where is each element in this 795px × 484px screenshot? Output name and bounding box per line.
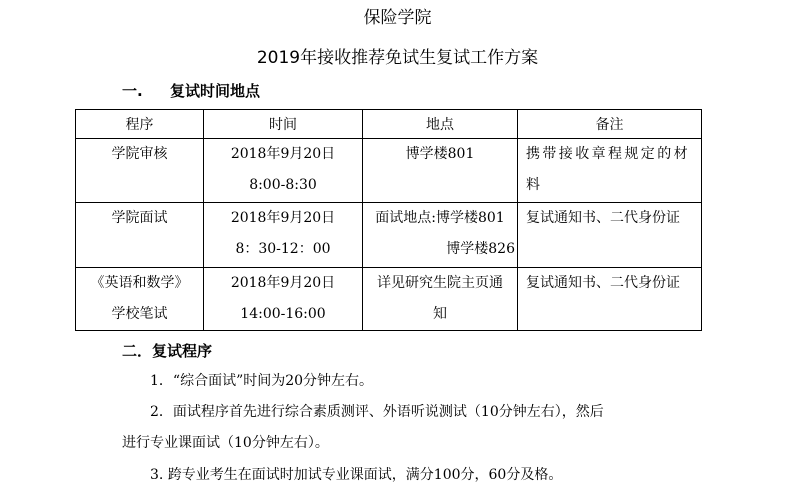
cell-text: 携带接收章程规定的材 xyxy=(526,146,690,162)
cell-note xyxy=(518,139,702,203)
paragraph-1: 1．“综合面试”时间为20分钟左右。 xyxy=(150,373,374,389)
cell-text: 知 xyxy=(433,306,447,322)
header-time: 时间 xyxy=(204,110,363,139)
cell-text: 14:00-16:00 xyxy=(240,306,326,322)
header-program: 程序 xyxy=(76,110,204,139)
cell-note xyxy=(518,268,702,331)
cell-text: 博学楼801 xyxy=(405,146,475,162)
document-title: 2019年接收推荐免试生复试工作方案 xyxy=(256,48,539,68)
section-1-heading xyxy=(122,80,260,101)
table-row xyxy=(76,139,702,203)
paragraph-2-line-1: 2．面试程序首先进行综合素质测评、外语听说测试（10分钟左右），然后 xyxy=(150,404,604,420)
section-2-heading: 二．复试程序 xyxy=(122,342,213,360)
cell-text: 料 xyxy=(526,177,540,193)
cell-text: 《英语和数学》 xyxy=(90,275,189,291)
table-row xyxy=(76,203,702,268)
cell-program xyxy=(76,268,204,331)
cell-text: 面试地点:博学楼801 xyxy=(375,210,505,226)
cell-text: 2018年9月20日 xyxy=(230,275,336,291)
section-1-title: 复试时间地点 xyxy=(170,82,261,100)
cell-text: 详见研究生院主页通 xyxy=(377,275,503,291)
cell-text: 8：30-12：00 xyxy=(235,241,331,257)
table-header-row xyxy=(76,110,702,139)
cell-text: 学院审核 xyxy=(111,146,168,162)
cell-program xyxy=(76,203,204,268)
table-row xyxy=(76,268,702,331)
paragraph-2-line-2: 进行专业课面试（10分钟左右）。 xyxy=(122,435,329,451)
paragraph-3: 3. 跨专业考生在面试时加试专业课面试，满分100分，60分及格。 xyxy=(150,467,563,483)
cell-time xyxy=(204,268,363,331)
section-1-number: 一. xyxy=(122,82,143,100)
cell-place xyxy=(363,139,518,203)
cell-place xyxy=(363,268,518,331)
cell-text: 2018年9月20日 xyxy=(230,146,336,162)
cell-text: 学校笔试 xyxy=(111,306,168,322)
cell-text: 8:00-8:30 xyxy=(249,177,317,193)
header-note: 备注 xyxy=(518,110,702,139)
cell-text: 2018年9月20日 xyxy=(230,210,336,226)
cell-program xyxy=(76,139,204,203)
cell-time xyxy=(204,203,363,268)
cell-text: 复试通知书、二代身份证 xyxy=(526,210,680,226)
schedule-table xyxy=(75,109,702,331)
cell-text: 学院面试 xyxy=(111,210,168,226)
cell-text: 博学楼826 xyxy=(446,241,515,257)
cell-time xyxy=(204,139,363,203)
header-place: 地点 xyxy=(363,110,518,139)
cell-place xyxy=(363,203,518,268)
cell-note xyxy=(518,203,702,268)
cell-text: 复试通知书、二代身份证 xyxy=(526,275,680,291)
institution-name: 保险学院 xyxy=(363,8,432,28)
